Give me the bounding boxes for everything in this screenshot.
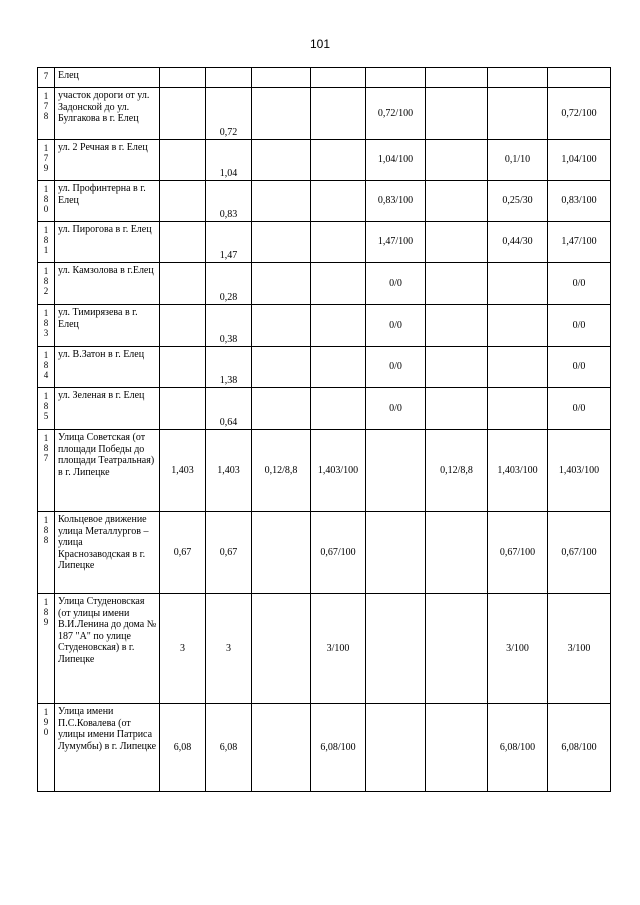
value-col-10: 0/0 xyxy=(548,388,611,430)
road-name: ул. Профинтерна в г. Елец xyxy=(55,181,160,222)
road-name: ул. Пирогова в г. Елец xyxy=(55,222,160,263)
value-col-10: 0/0 xyxy=(548,347,611,388)
row-number-digit: 9 xyxy=(43,617,49,627)
road-name: Кольцевое движение улица Металлургов – улица Краснозаводская в г. Липецке xyxy=(55,512,160,594)
value-col-5 xyxy=(252,263,311,305)
value-col-8 xyxy=(426,140,488,181)
length-regional: 1,04 xyxy=(206,140,252,181)
value-col-8 xyxy=(426,347,488,388)
table-row xyxy=(38,181,611,222)
length-regional: 6,08 xyxy=(206,704,252,792)
row-number-digit: 8 xyxy=(43,318,49,328)
page-number: 101 xyxy=(309,37,331,51)
value-col-5 xyxy=(252,88,311,140)
table-row xyxy=(38,512,611,594)
value-col-6: 6,08/100 xyxy=(311,704,366,792)
value-col-8 xyxy=(426,512,488,594)
row-number-digit: 4 xyxy=(43,370,49,380)
value-col-10: 0/0 xyxy=(548,263,611,305)
row-number-digit: 9 xyxy=(43,163,49,173)
value-col-9: 0,1/10 xyxy=(488,140,548,181)
row-number-digit: 9 xyxy=(43,717,49,727)
value-col-5 xyxy=(252,347,311,388)
value-col-6 xyxy=(311,305,366,347)
value-col-5 xyxy=(252,140,311,181)
value-col-5 xyxy=(252,388,311,430)
row-number-digit: 8 xyxy=(43,535,49,545)
table-row xyxy=(38,88,611,140)
row-number-digit: 1 xyxy=(43,245,49,255)
value-col-9: 0,44/30 xyxy=(488,222,548,263)
row-number-digit: 0 xyxy=(43,204,49,214)
table-row xyxy=(38,430,611,512)
length-regional: 1,38 xyxy=(206,347,252,388)
row-number-digit: 7 xyxy=(43,101,49,111)
length-total xyxy=(160,140,206,181)
row-number-digit: 7 xyxy=(43,153,49,163)
value-col-10 xyxy=(548,68,611,88)
value-col-9 xyxy=(488,263,548,305)
value-col-6 xyxy=(311,263,366,305)
value-col-8 xyxy=(426,594,488,704)
value-col-10: 1,403/100 xyxy=(548,430,611,512)
value-col-7 xyxy=(366,512,426,594)
row-number xyxy=(38,181,55,222)
row-number-digit: 8 xyxy=(43,607,49,617)
value-col-7: 1,04/100 xyxy=(366,140,426,181)
value-col-8 xyxy=(426,88,488,140)
table-row xyxy=(38,140,611,181)
road-name: Улица имени П.С.Ковалева (от улицы имени Патриса Лумумбы) в г. Липецке xyxy=(55,704,160,792)
value-col-9 xyxy=(488,88,548,140)
length-regional: 0,67 xyxy=(206,512,252,594)
value-col-10: 1,04/100 xyxy=(548,140,611,181)
value-col-6 xyxy=(311,388,366,430)
row-number-digit: 8 xyxy=(43,360,49,370)
value-col-7: 0/0 xyxy=(366,263,426,305)
value-col-9: 1,403/100 xyxy=(488,430,548,512)
table-row xyxy=(38,388,611,430)
value-col-5 xyxy=(252,68,311,88)
value-col-10: 1,47/100 xyxy=(548,222,611,263)
value-col-6 xyxy=(311,68,366,88)
length-total: 1,403 xyxy=(160,430,206,512)
row-number-digit: 1 xyxy=(43,391,49,401)
value-col-8: 0,12/8,8 xyxy=(426,430,488,512)
value-col-10: 0,83/100 xyxy=(548,181,611,222)
value-col-5 xyxy=(252,305,311,347)
value-col-10: 3/100 xyxy=(548,594,611,704)
row-number-digit: 5 xyxy=(43,411,49,421)
row-number-digit: 1 xyxy=(43,143,49,153)
value-col-9: 6,08/100 xyxy=(488,704,548,792)
table-row xyxy=(38,68,611,88)
road-name: ул. 2 Речная в г. Елец xyxy=(55,140,160,181)
length-total xyxy=(160,181,206,222)
value-col-7 xyxy=(366,430,426,512)
value-col-8 xyxy=(426,704,488,792)
length-regional: 3 xyxy=(206,594,252,704)
row-number-digit: 7 xyxy=(43,71,49,81)
table-row xyxy=(38,222,611,263)
road-name: ул. Зеленая в г. Елец xyxy=(55,388,160,430)
table-row xyxy=(38,594,611,704)
row-number xyxy=(38,305,55,347)
row-number-digit: 1 xyxy=(43,597,49,607)
value-col-6: 1,403/100 xyxy=(311,430,366,512)
table-body xyxy=(38,68,611,792)
row-number xyxy=(38,263,55,305)
value-col-9 xyxy=(488,305,548,347)
value-col-5 xyxy=(252,181,311,222)
row-number-digit: 3 xyxy=(43,328,49,338)
value-col-8 xyxy=(426,68,488,88)
length-regional: 0,83 xyxy=(206,181,252,222)
length-total xyxy=(160,88,206,140)
length-total: 3 xyxy=(160,594,206,704)
row-number-digit: 8 xyxy=(43,235,49,245)
value-col-10: 0,72/100 xyxy=(548,88,611,140)
row-number-digit: 0 xyxy=(43,727,49,737)
table-row xyxy=(38,305,611,347)
length-regional: 0,64 xyxy=(206,388,252,430)
value-col-10: 6,08/100 xyxy=(548,704,611,792)
value-col-5 xyxy=(252,704,311,792)
row-number xyxy=(38,222,55,263)
value-col-6 xyxy=(311,140,366,181)
value-col-9 xyxy=(488,388,548,430)
value-col-7 xyxy=(366,68,426,88)
value-col-8 xyxy=(426,181,488,222)
value-col-8 xyxy=(426,388,488,430)
value-col-9 xyxy=(488,347,548,388)
length-regional: 0,38 xyxy=(206,305,252,347)
row-number-digit: 1 xyxy=(43,433,49,443)
length-regional: 1,403 xyxy=(206,430,252,512)
row-number-digit: 8 xyxy=(43,525,49,535)
length-regional: 0,72 xyxy=(206,88,252,140)
row-number xyxy=(38,430,55,512)
table-row xyxy=(38,263,611,305)
row-number xyxy=(38,88,55,140)
value-col-7: 0/0 xyxy=(366,388,426,430)
value-col-7 xyxy=(366,594,426,704)
row-number-digit: 1 xyxy=(43,707,49,717)
value-col-9: 3/100 xyxy=(488,594,548,704)
row-number-digit: 1 xyxy=(43,266,49,276)
row-number-digit: 8 xyxy=(43,194,49,204)
row-number-digit: 1 xyxy=(43,308,49,318)
length-total xyxy=(160,305,206,347)
value-col-7: 0/0 xyxy=(366,305,426,347)
length-total: 0,67 xyxy=(160,512,206,594)
value-col-10: 0/0 xyxy=(548,305,611,347)
row-number xyxy=(38,140,55,181)
value-col-6 xyxy=(311,88,366,140)
value-col-7: 0,83/100 xyxy=(366,181,426,222)
row-number xyxy=(38,512,55,594)
road-name: ул. В.Затон в г. Елец xyxy=(55,347,160,388)
length-total xyxy=(160,347,206,388)
length-total xyxy=(160,222,206,263)
row-number-digit: 2 xyxy=(43,286,49,296)
table-row xyxy=(38,704,611,792)
row-number-digit: 8 xyxy=(43,276,49,286)
length-total xyxy=(160,263,206,305)
length-regional: 0,28 xyxy=(206,263,252,305)
row-number-digit: 7 xyxy=(43,453,49,463)
value-col-5 xyxy=(252,594,311,704)
road-name: ул. Камзолова в г.Елец xyxy=(55,263,160,305)
value-col-5 xyxy=(252,222,311,263)
row-number-digit: 1 xyxy=(43,515,49,525)
row-number-digit: 1 xyxy=(43,91,49,101)
row-number xyxy=(38,704,55,792)
value-col-5 xyxy=(252,512,311,594)
value-col-7 xyxy=(366,704,426,792)
row-number xyxy=(38,388,55,430)
length-regional: 1,47 xyxy=(206,222,252,263)
row-number-digit: 1 xyxy=(43,225,49,235)
road-name: участок дороги от ул. Задонской до ул. Булгакова в г. Елец xyxy=(55,88,160,140)
road-name: Улица Советская (от площади Победы до площади Театральная) в г. Липецке xyxy=(55,430,160,512)
row-number xyxy=(38,347,55,388)
road-name: Улица Студеновская (от улицы имени В.И.Ленина до дома № 187 "А" по улице Студеновская) в г. Липецке xyxy=(55,594,160,704)
value-col-6 xyxy=(311,222,366,263)
value-col-10: 0,67/100 xyxy=(548,512,611,594)
row-number-digit: 1 xyxy=(43,350,49,360)
row-number-digit: 8 xyxy=(43,401,49,411)
value-col-9: 0,25/30 xyxy=(488,181,548,222)
value-col-8 xyxy=(426,263,488,305)
row-number-digit: 8 xyxy=(43,443,49,453)
row-number-digit: 8 xyxy=(43,111,49,121)
roads-table xyxy=(37,67,611,792)
value-col-6: 3/100 xyxy=(311,594,366,704)
length-regional xyxy=(206,68,252,88)
value-col-8 xyxy=(426,305,488,347)
value-col-6 xyxy=(311,181,366,222)
value-col-7: 0,72/100 xyxy=(366,88,426,140)
row-number xyxy=(38,68,55,88)
value-col-7: 1,47/100 xyxy=(366,222,426,263)
value-col-6: 0,67/100 xyxy=(311,512,366,594)
value-col-7: 0/0 xyxy=(366,347,426,388)
row-number xyxy=(38,594,55,704)
road-name: Елец xyxy=(55,68,160,88)
road-name: ул. Тимирязева в г. Елец xyxy=(55,305,160,347)
value-col-8 xyxy=(426,222,488,263)
value-col-6 xyxy=(311,347,366,388)
row-number-digit: 1 xyxy=(43,184,49,194)
value-col-5: 0,12/8,8 xyxy=(252,430,311,512)
value-col-9: 0,67/100 xyxy=(488,512,548,594)
length-total xyxy=(160,388,206,430)
length-total xyxy=(160,68,206,88)
table-row xyxy=(38,347,611,388)
value-col-9 xyxy=(488,68,548,88)
length-total: 6,08 xyxy=(160,704,206,792)
